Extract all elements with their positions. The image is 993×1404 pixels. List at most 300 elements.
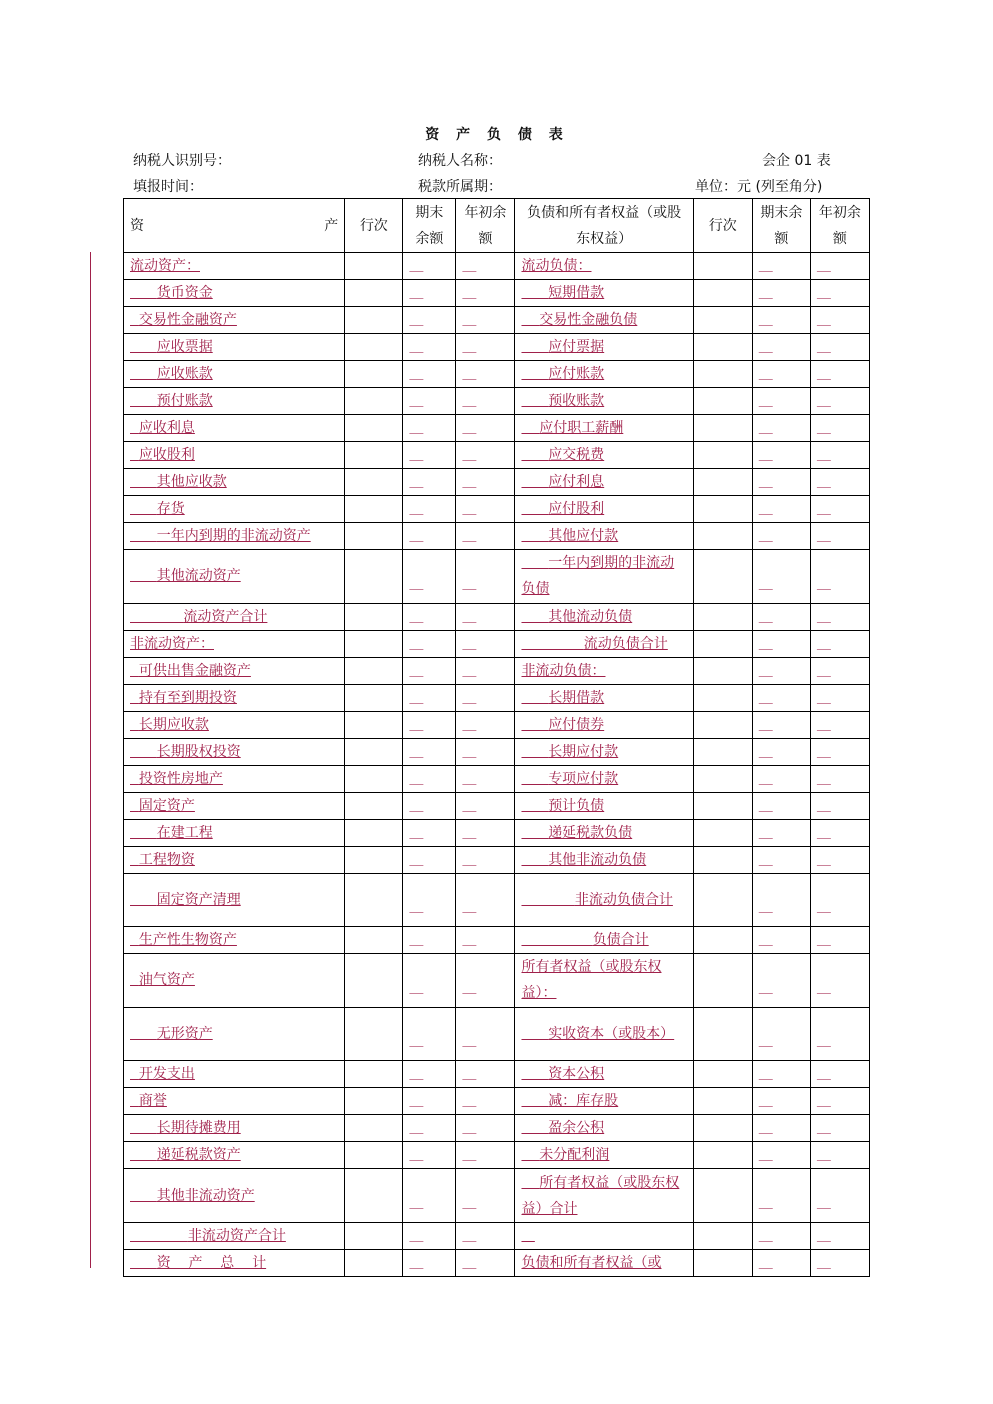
liability-item-cell[interactable]	[515, 334, 693, 361]
liability-item-cell[interactable]	[515, 954, 693, 1008]
liability-row-no-cell[interactable]	[693, 1115, 752, 1142]
liability-begin-balance-cell[interactable]	[810, 711, 869, 738]
asset-row-no-cell[interactable]	[345, 846, 403, 873]
asset-begin-balance-cell[interactable]	[456, 1249, 515, 1276]
liability-end-balance-cell[interactable]	[752, 873, 810, 927]
liability-end-balance-cell[interactable]	[752, 442, 810, 469]
liability-begin-balance-cell[interactable]	[810, 388, 869, 415]
liability-item-cell[interactable]	[515, 657, 693, 684]
asset-begin-balance-cell[interactable]	[456, 1007, 515, 1061]
asset-end-balance-cell[interactable]	[403, 388, 456, 415]
liability-row-no-cell[interactable]	[693, 550, 752, 604]
liability-item-label: 应付职工薪酬	[521, 420, 624, 436]
asset-begin-balance-cell[interactable]	[456, 792, 515, 819]
asset-end-balance-cell[interactable]	[403, 657, 456, 684]
asset-end-balance-cell[interactable]	[403, 1169, 456, 1223]
liability-row-no-cell[interactable]	[693, 523, 752, 550]
asset-end-balance-cell[interactable]	[403, 1061, 456, 1088]
liability-end-balance-cell[interactable]	[752, 415, 810, 442]
asset-end-balance-cell[interactable]	[403, 603, 456, 630]
liability-row-no-cell[interactable]	[693, 873, 752, 927]
liability-item-cell[interactable]	[515, 846, 693, 873]
liability-item-cell[interactable]	[515, 550, 693, 604]
liability-end-balance-cell[interactable]	[752, 1115, 810, 1142]
asset-begin-balance-cell[interactable]	[456, 1142, 515, 1169]
liability-item-cell[interactable]	[515, 1222, 693, 1249]
asset-item-cell[interactable]	[124, 1088, 345, 1115]
asset-item-label: 资 产 总 计	[130, 1254, 267, 1271]
liability-begin-balance-cell[interactable]	[810, 442, 869, 469]
liability-end-balance-cell[interactable]	[752, 361, 810, 388]
asset-end-balance-cell[interactable]	[403, 873, 456, 927]
liability-end-balance-cell[interactable]	[752, 711, 810, 738]
asset-row-no-cell[interactable]	[345, 280, 403, 307]
liability-row-no-cell[interactable]	[693, 1061, 752, 1088]
blank-mark: ＿	[758, 1033, 773, 1050]
liability-end-balance-cell[interactable]	[752, 927, 810, 954]
blank-mark: ＿	[462, 474, 477, 490]
liability-row-no-cell[interactable]	[693, 765, 752, 792]
asset-item-cell[interactable]	[124, 657, 345, 684]
liability-end-balance-cell[interactable]	[752, 388, 810, 415]
asset-end-balance-cell[interactable]	[403, 846, 456, 873]
asset-row-no-cell[interactable]	[345, 792, 403, 819]
asset-item-cell[interactable]	[124, 846, 345, 873]
liability-item-cell[interactable]	[515, 1169, 693, 1223]
header-assets	[124, 199, 345, 253]
liability-item-cell[interactable]	[515, 738, 693, 765]
liability-begin-balance-cell[interactable]	[810, 1061, 869, 1088]
asset-row-no-cell[interactable]	[345, 442, 403, 469]
liability-item-cell[interactable]	[515, 1249, 693, 1276]
asset-item-cell[interactable]	[124, 361, 345, 388]
asset-begin-balance-cell[interactable]	[456, 1088, 515, 1115]
liability-row-no-cell[interactable]	[693, 684, 752, 711]
liability-end-balance-cell[interactable]	[752, 1249, 810, 1276]
asset-item-cell[interactable]	[124, 738, 345, 765]
asset-row-no-cell[interactable]	[345, 361, 403, 388]
asset-end-balance-cell[interactable]	[403, 630, 456, 657]
asset-item-cell[interactable]	[124, 550, 345, 604]
liability-end-balance-cell[interactable]	[752, 1007, 810, 1061]
asset-row-no-cell[interactable]	[345, 1061, 403, 1088]
blank-mark: ＿	[758, 608, 773, 625]
liability-end-balance-cell[interactable]	[752, 253, 810, 280]
blank-mark: ＿	[816, 899, 831, 916]
asset-end-balance-cell[interactable]	[403, 1088, 456, 1115]
liability-item-cell[interactable]	[515, 1142, 693, 1169]
asset-begin-balance-cell[interactable]	[456, 630, 515, 657]
asset-row-no-cell[interactable]	[345, 954, 403, 1008]
asset-begin-balance-cell[interactable]	[456, 873, 515, 927]
liability-begin-balance-cell[interactable]	[810, 738, 869, 765]
asset-begin-balance-cell[interactable]	[456, 954, 515, 1008]
liability-row-no-cell[interactable]	[693, 846, 752, 873]
liability-begin-balance-cell[interactable]	[810, 334, 869, 361]
liability-begin-balance-cell[interactable]	[810, 1249, 869, 1276]
blank-mark: ＿	[462, 770, 477, 787]
asset-item-cell[interactable]	[124, 1007, 345, 1061]
asset-item-cell[interactable]	[124, 873, 345, 927]
asset-begin-balance-cell[interactable]	[456, 388, 515, 415]
liability-begin-balance-cell[interactable]	[810, 253, 869, 280]
liability-end-balance-cell[interactable]	[752, 307, 810, 334]
asset-end-balance-cell[interactable]	[403, 307, 456, 334]
asset-item-cell[interactable]	[124, 307, 345, 334]
liability-item-cell[interactable]	[515, 711, 693, 738]
liability-item-cell[interactable]	[515, 280, 693, 307]
liability-row-no-cell[interactable]	[693, 1088, 752, 1115]
liability-item-cell[interactable]	[515, 307, 693, 334]
asset-row-no-cell[interactable]	[345, 765, 403, 792]
asset-begin-balance-cell[interactable]	[456, 765, 515, 792]
asset-row-no-cell[interactable]	[345, 657, 403, 684]
liability-begin-balance-cell[interactable]	[810, 280, 869, 307]
asset-item-cell[interactable]	[124, 792, 345, 819]
asset-begin-balance-cell[interactable]	[456, 442, 515, 469]
asset-item-cell[interactable]	[124, 1115, 345, 1142]
liability-begin-balance-cell[interactable]	[810, 1169, 869, 1223]
asset-item-cell[interactable]	[124, 630, 345, 657]
asset-row-no-cell[interactable]	[345, 684, 403, 711]
blank-mark: ＿	[758, 339, 773, 355]
asset-item-cell[interactable]	[124, 819, 345, 846]
liability-row-no-cell[interactable]	[693, 442, 752, 469]
form-code: 会企 01 表	[762, 153, 831, 169]
liability-row-no-cell[interactable]	[693, 819, 752, 846]
asset-item-cell[interactable]	[124, 1249, 345, 1276]
asset-row-no-cell[interactable]	[345, 1142, 403, 1169]
asset-end-balance-cell[interactable]	[403, 280, 456, 307]
liability-end-balance-cell[interactable]	[752, 1061, 810, 1088]
liability-begin-balance-cell[interactable]	[810, 765, 869, 792]
liability-item-cell[interactable]	[515, 469, 693, 496]
liability-row-no-cell[interactable]	[693, 496, 752, 523]
asset-end-balance-cell[interactable]	[403, 469, 456, 496]
asset-row-no-cell[interactable]	[345, 1007, 403, 1061]
liability-row-no-cell[interactable]	[693, 280, 752, 307]
blank-mark: ＿	[816, 285, 831, 301]
asset-begin-balance-cell[interactable]	[456, 496, 515, 523]
asset-begin-balance-cell[interactable]	[456, 307, 515, 334]
blank-mark: ＿	[409, 1033, 424, 1050]
asset-item-cell[interactable]	[124, 253, 345, 280]
asset-row-no-cell[interactable]	[345, 873, 403, 927]
asset-item-cell[interactable]	[124, 415, 345, 442]
liability-begin-balance-cell[interactable]	[810, 361, 869, 388]
liability-end-balance-cell[interactable]	[752, 954, 810, 1008]
liability-begin-balance-cell[interactable]	[810, 415, 869, 442]
asset-item-label: 其他应收款	[130, 474, 227, 490]
asset-begin-balance-cell[interactable]	[456, 603, 515, 630]
blank-mark: ＿	[816, 258, 831, 274]
blank-mark: ＿	[409, 501, 424, 517]
table-row	[124, 307, 870, 334]
liability-end-balance-cell[interactable]	[752, 630, 810, 657]
asset-end-balance-cell[interactable]	[403, 496, 456, 523]
blank-mark: ＿	[409, 258, 424, 274]
liability-begin-balance-cell[interactable]	[810, 684, 869, 711]
liability-end-balance-cell[interactable]	[752, 846, 810, 873]
liability-row-no-cell[interactable]	[693, 1169, 752, 1223]
liability-item-cell[interactable]	[515, 415, 693, 442]
liability-begin-balance-cell[interactable]	[810, 1007, 869, 1061]
liability-row-no-cell[interactable]	[693, 927, 752, 954]
asset-row-no-cell[interactable]	[345, 307, 403, 334]
liability-row-no-cell[interactable]	[693, 792, 752, 819]
table-row	[124, 334, 870, 361]
liability-begin-balance-cell[interactable]	[810, 792, 869, 819]
liability-row-no-cell[interactable]	[693, 603, 752, 630]
asset-item-cell[interactable]	[124, 684, 345, 711]
asset-item-cell[interactable]	[124, 765, 345, 792]
asset-begin-balance-cell[interactable]	[456, 1222, 515, 1249]
blank-mark: ＿	[462, 501, 477, 517]
asset-row-no-cell[interactable]	[345, 1249, 403, 1276]
asset-end-balance-cell[interactable]	[403, 684, 456, 711]
liability-end-balance-cell[interactable]	[752, 1169, 810, 1223]
asset-item-cell[interactable]	[124, 469, 345, 496]
asset-end-balance-cell[interactable]	[403, 523, 456, 550]
liability-row-no-cell[interactable]	[693, 1249, 752, 1276]
liability-begin-balance-cell[interactable]	[810, 523, 869, 550]
liability-item-cell[interactable]	[515, 603, 693, 630]
liability-item-cell[interactable]	[515, 496, 693, 523]
header-row-no-2: 行次	[693, 199, 752, 253]
liability-item-cell[interactable]	[515, 927, 693, 954]
asset-item-cell[interactable]	[124, 1222, 345, 1249]
asset-end-balance-cell[interactable]	[403, 1115, 456, 1142]
liability-row-no-cell[interactable]	[693, 469, 752, 496]
asset-item-cell[interactable]	[124, 523, 345, 550]
liability-end-balance-cell[interactable]	[752, 1142, 810, 1169]
liability-item-cell[interactable]	[515, 442, 693, 469]
liability-begin-balance-cell[interactable]	[810, 1222, 869, 1249]
liability-begin-balance-cell[interactable]	[810, 1088, 869, 1115]
asset-item-cell[interactable]	[124, 280, 345, 307]
asset-end-balance-cell[interactable]	[403, 1249, 456, 1276]
liability-item-cell[interactable]	[515, 630, 693, 657]
asset-item-cell[interactable]	[124, 1061, 345, 1088]
blank-mark: ＿	[462, 1120, 477, 1137]
asset-begin-balance-cell[interactable]	[456, 1169, 515, 1223]
liability-end-balance-cell[interactable]	[752, 550, 810, 604]
asset-row-no-cell[interactable]	[345, 1115, 403, 1142]
liability-end-balance-cell[interactable]	[752, 657, 810, 684]
asset-row-no-cell[interactable]	[345, 927, 403, 954]
liability-item-cell[interactable]	[515, 253, 693, 280]
blank-mark: ＿	[409, 339, 424, 355]
liability-begin-balance-cell[interactable]	[810, 307, 869, 334]
asset-begin-balance-cell[interactable]	[456, 657, 515, 684]
asset-begin-balance-cell[interactable]	[456, 415, 515, 442]
liability-item-cell[interactable]	[515, 819, 693, 846]
asset-begin-balance-cell[interactable]	[456, 711, 515, 738]
liability-item-cell[interactable]	[515, 1115, 693, 1142]
asset-end-balance-cell[interactable]	[403, 334, 456, 361]
asset-begin-balance-cell[interactable]	[456, 550, 515, 604]
blank-mark: ＿	[462, 447, 477, 463]
liability-end-balance-cell[interactable]	[752, 469, 810, 496]
liability-row-no-cell[interactable]	[693, 1142, 752, 1169]
liability-end-balance-cell[interactable]	[752, 1222, 810, 1249]
asset-row-no-cell[interactable]	[345, 738, 403, 765]
asset-row-no-cell[interactable]	[345, 253, 403, 280]
asset-row-no-cell[interactable]	[345, 496, 403, 523]
liability-begin-balance-cell[interactable]	[810, 630, 869, 657]
asset-end-balance-cell[interactable]	[403, 361, 456, 388]
liability-end-balance-cell[interactable]	[752, 1088, 810, 1115]
asset-row-no-cell[interactable]	[345, 1088, 403, 1115]
liability-begin-balance-cell[interactable]	[810, 603, 869, 630]
liability-item-cell[interactable]	[515, 1088, 693, 1115]
asset-begin-balance-cell[interactable]	[456, 523, 515, 550]
liability-begin-balance-cell[interactable]	[810, 873, 869, 927]
asset-begin-balance-cell[interactable]	[456, 469, 515, 496]
asset-end-balance-cell[interactable]	[403, 819, 456, 846]
asset-begin-balance-cell[interactable]	[456, 1115, 515, 1142]
asset-row-no-cell[interactable]	[345, 550, 403, 604]
asset-begin-balance-cell[interactable]	[456, 280, 515, 307]
liability-end-balance-cell[interactable]	[752, 603, 810, 630]
asset-item-label: 非流动资产：	[130, 635, 214, 652]
asset-item-cell[interactable]	[124, 927, 345, 954]
asset-begin-balance-cell[interactable]	[456, 253, 515, 280]
table-row	[124, 846, 870, 873]
asset-item-cell[interactable]	[124, 442, 345, 469]
asset-item-cell[interactable]	[124, 388, 345, 415]
liability-row-no-cell[interactable]	[693, 630, 752, 657]
blank-mark: ＿	[462, 1227, 477, 1244]
asset-begin-balance-cell[interactable]	[456, 738, 515, 765]
liability-item-cell[interactable]	[515, 792, 693, 819]
asset-row-no-cell[interactable]	[345, 1169, 403, 1223]
asset-item-label: 可供出售金融资产	[130, 662, 251, 679]
asset-item-cell[interactable]	[124, 603, 345, 630]
asset-row-no-cell[interactable]	[345, 523, 403, 550]
asset-end-balance-cell[interactable]	[403, 1222, 456, 1249]
liability-end-balance-cell[interactable]	[752, 684, 810, 711]
page-title: 资 产 负 债 表	[425, 127, 569, 143]
asset-end-balance-cell[interactable]	[403, 550, 456, 604]
asset-begin-balance-cell[interactable]	[456, 684, 515, 711]
blank-mark: ＿	[409, 932, 424, 949]
asset-row-no-cell[interactable]	[345, 630, 403, 657]
liability-end-balance-cell[interactable]	[752, 280, 810, 307]
liability-row-no-cell[interactable]	[693, 307, 752, 334]
asset-end-balance-cell[interactable]	[403, 415, 456, 442]
liability-item-cell[interactable]	[515, 523, 693, 550]
liability-begin-balance-cell[interactable]	[810, 657, 869, 684]
asset-row-no-cell[interactable]	[345, 469, 403, 496]
liability-begin-balance-cell[interactable]	[810, 550, 869, 604]
asset-item-cell[interactable]	[124, 1169, 345, 1223]
asset-end-balance-cell[interactable]	[403, 792, 456, 819]
liability-row-no-cell[interactable]	[693, 388, 752, 415]
liability-begin-balance-cell[interactable]	[810, 819, 869, 846]
asset-end-balance-cell[interactable]	[403, 1142, 456, 1169]
asset-row-no-cell[interactable]	[345, 388, 403, 415]
liability-row-no-cell[interactable]	[693, 1007, 752, 1061]
asset-end-balance-cell[interactable]	[403, 954, 456, 1008]
liability-begin-balance-cell[interactable]	[810, 927, 869, 954]
asset-end-balance-cell[interactable]	[403, 711, 456, 738]
liability-begin-balance-cell[interactable]	[810, 954, 869, 1008]
liability-end-balance-cell[interactable]	[752, 738, 810, 765]
asset-end-balance-cell[interactable]	[403, 765, 456, 792]
asset-begin-balance-cell[interactable]	[456, 846, 515, 873]
liability-item-cell[interactable]	[515, 361, 693, 388]
liability-item-cell[interactable]	[515, 765, 693, 792]
liability-item-cell[interactable]	[515, 684, 693, 711]
asset-end-balance-cell[interactable]	[403, 442, 456, 469]
liability-end-balance-cell[interactable]	[752, 819, 810, 846]
liability-item-cell[interactable]	[515, 873, 693, 927]
asset-row-no-cell[interactable]	[345, 711, 403, 738]
liability-row-no-cell[interactable]	[693, 657, 752, 684]
asset-row-no-cell[interactable]	[345, 603, 403, 630]
liability-row-no-cell[interactable]	[693, 334, 752, 361]
blank-mark: ＿	[409, 824, 424, 841]
asset-item-cell[interactable]	[124, 954, 345, 1008]
asset-end-balance-cell[interactable]	[403, 1007, 456, 1061]
asset-item-cell[interactable]	[124, 1142, 345, 1169]
asset-end-balance-cell[interactable]	[403, 927, 456, 954]
blank-mark: ＿	[816, 474, 831, 490]
liability-row-no-cell[interactable]	[693, 711, 752, 738]
liability-end-balance-cell[interactable]	[752, 523, 810, 550]
liability-begin-balance-cell[interactable]	[810, 496, 869, 523]
asset-end-balance-cell[interactable]	[403, 738, 456, 765]
asset-begin-balance-cell[interactable]	[456, 334, 515, 361]
liability-item-cell[interactable]	[515, 388, 693, 415]
asset-begin-balance-cell[interactable]	[456, 361, 515, 388]
asset-row-no-cell[interactable]	[345, 415, 403, 442]
blank-mark: ＿	[409, 851, 424, 868]
liability-row-no-cell[interactable]	[693, 1222, 752, 1249]
table-row	[124, 630, 870, 657]
blank-mark: ＿	[409, 312, 424, 328]
liability-row-no-cell[interactable]	[693, 415, 752, 442]
asset-item-cell[interactable]	[124, 334, 345, 361]
asset-item-cell[interactable]	[124, 496, 345, 523]
liability-row-no-cell[interactable]	[693, 954, 752, 1008]
asset-begin-balance-cell[interactable]	[456, 819, 515, 846]
asset-row-no-cell[interactable]	[345, 1222, 403, 1249]
liability-begin-balance-cell[interactable]	[810, 846, 869, 873]
liability-row-no-cell[interactable]	[693, 253, 752, 280]
liability-row-no-cell[interactable]	[693, 361, 752, 388]
liability-end-balance-cell[interactable]	[752, 765, 810, 792]
liability-end-balance-cell[interactable]	[752, 496, 810, 523]
liability-item-cell[interactable]	[515, 1061, 693, 1088]
liability-begin-balance-cell[interactable]	[810, 1142, 869, 1169]
asset-row-no-cell[interactable]	[345, 334, 403, 361]
asset-row-no-cell[interactable]	[345, 819, 403, 846]
liability-item-cell[interactable]	[515, 1007, 693, 1061]
asset-begin-balance-cell[interactable]	[456, 1061, 515, 1088]
asset-begin-balance-cell[interactable]	[456, 927, 515, 954]
asset-item-cell[interactable]	[124, 711, 345, 738]
liability-begin-balance-cell[interactable]	[810, 1115, 869, 1142]
liability-end-balance-cell[interactable]	[752, 334, 810, 361]
liability-end-balance-cell[interactable]	[752, 792, 810, 819]
blank-mark: ＿	[816, 851, 831, 868]
blank-mark: ＿	[816, 716, 831, 733]
liability-begin-balance-cell[interactable]	[810, 469, 869, 496]
liability-row-no-cell[interactable]	[693, 738, 752, 765]
asset-end-balance-cell[interactable]	[403, 253, 456, 280]
